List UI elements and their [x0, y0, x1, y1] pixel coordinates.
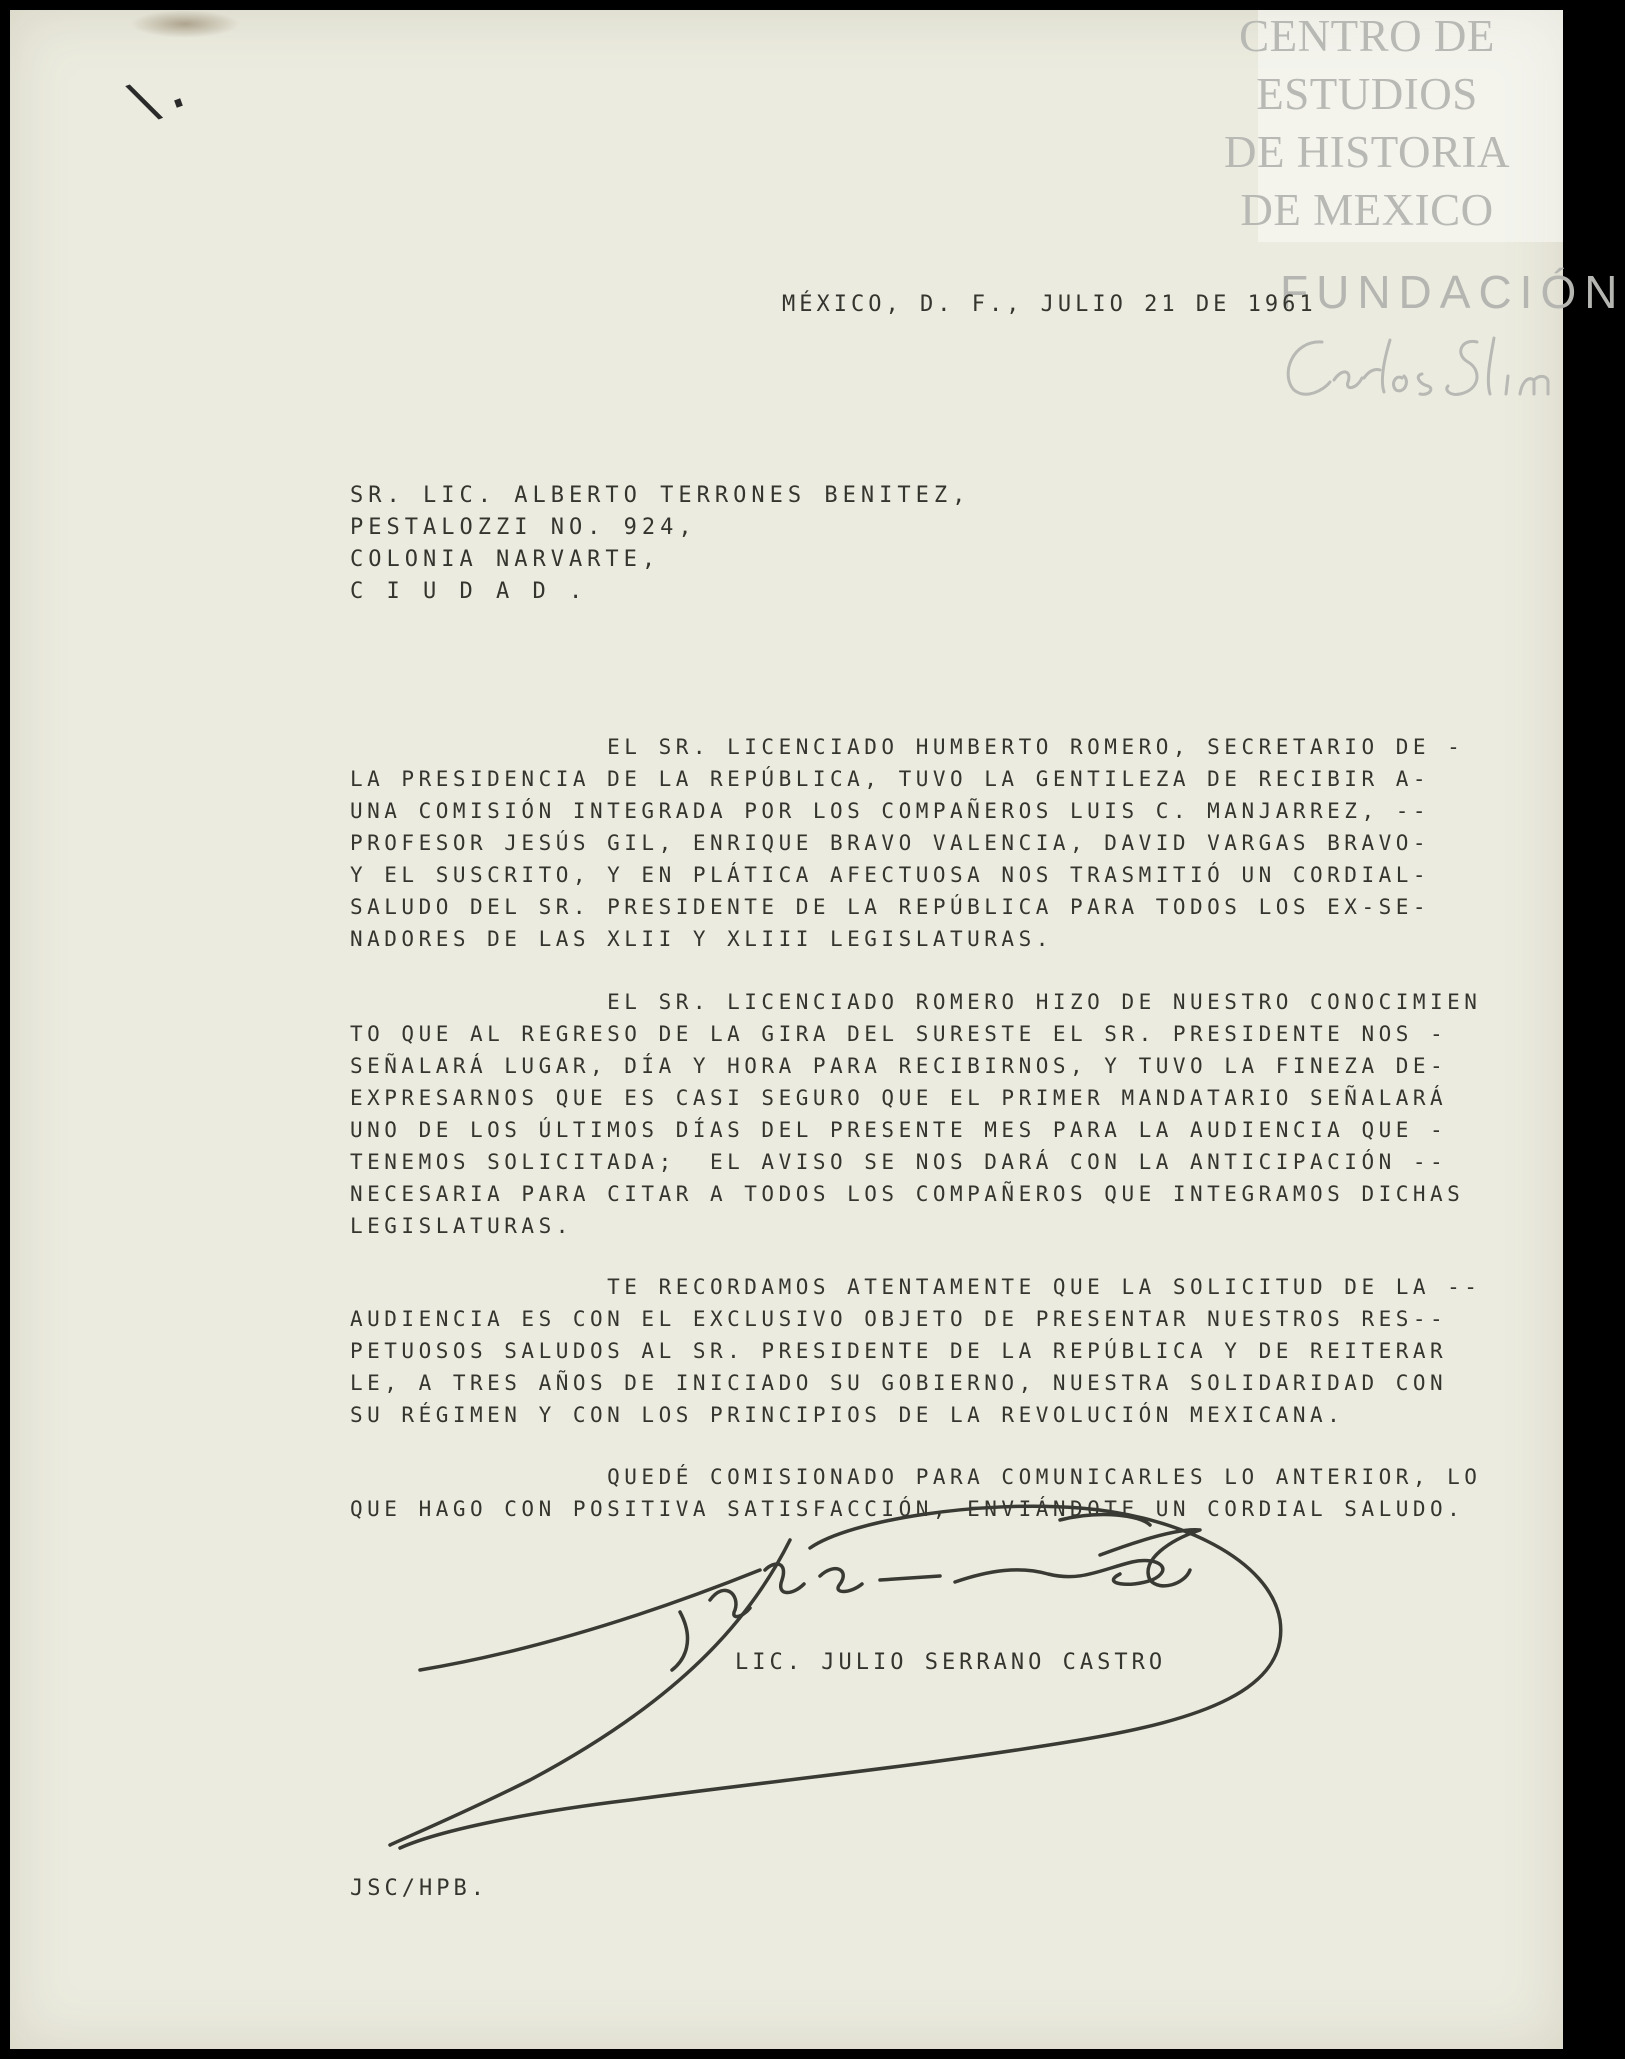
watermark-line-1: CENTRO DE: [1239, 11, 1495, 61]
watermark-signature-logo: [1272, 320, 1572, 410]
corner-handwritten-mark: \.: [119, 57, 199, 135]
body-line: SALUDO DEL SR. PRESIDENTE DE LA REPÚBLICA PARA TODOS LOS EX-SE-: [350, 895, 1431, 919]
body-line: AUDIENCIA ES CON EL EXCLUSIVO OBJETO DE PRESENTAR NUESTROS RES--: [350, 1307, 1448, 1331]
recipient-line-1: SR. LIC. ALBERTO TERRONES BENITEZ,: [350, 483, 971, 508]
body-line: QUEDÉ COMISIONADO PARA COMUNICARLES LO ANTERIOR, LO: [350, 1465, 1482, 1489]
recipient-line-4: C I U D A D .: [350, 579, 588, 604]
body-line: UNO DE LOS ÚLTIMOS DÍAS DEL PRESENTE MES PARA LA AUDIENCIA QUE -: [350, 1118, 1448, 1142]
body-line: QUE HAGO CON POSITIVA SATISFACCIÓN, ENVIÁNDOTE UN CORDIAL SALUDO.: [350, 1497, 1465, 1521]
body-line: PETUOSOS SALUDOS AL SR. PRESIDENTE DE LA REPÚBLICA Y DE REITERAR: [350, 1339, 1448, 1363]
body-line: NADORES DE LAS XLII Y XLIII LEGISLATURAS.: [350, 927, 1053, 951]
body-line: TENEMOS SOLICITADA; EL AVISO SE NOS DARÁ CON LA ANTICIPACIÓN --: [350, 1150, 1448, 1174]
body-line: LEGISLATURAS.: [350, 1214, 573, 1238]
watermark-foundation: FUNDACIÓN: [1280, 266, 1625, 318]
body-line: PROFESOR JESÚS GIL, ENRIQUE BRAVO VALENCIA, DAVID VARGAS BRAVO-: [350, 831, 1431, 855]
handwritten-signature: [380, 1500, 1480, 1860]
body-line: LE, A TRES AÑOS DE INICIADO SU GOBIERNO, NUESTRA SOLIDARIDAD CON: [350, 1371, 1448, 1395]
body-line: EL SR. LICENCIADO HUMBERTO ROMERO, SECRETARIO DE -: [350, 735, 1465, 759]
letter-date: MÉXICO, D. F., JULIO 21 DE 1961: [782, 292, 1317, 317]
body-line: EL SR. LICENCIADO ROMERO HIZO DE NUESTRO CONOCIMIEN: [350, 990, 1482, 1014]
body-line: TO QUE AL REGRESO DE LA GIRA DEL SURESTE EL SR. PRESIDENTE NOS -: [350, 1022, 1448, 1046]
recipient-line-2: PESTALOZZI NO. 924,: [350, 515, 697, 540]
watermark-line-2: ESTUDIOS: [1256, 69, 1478, 119]
paper-stain: [130, 10, 240, 38]
body-line: Y EL SUSCRITO, Y EN PLÁTICA AFECTUOSA NOS TRASMITIÓ UN CORDIAL-: [350, 863, 1431, 887]
body-line: TE RECORDAMOS ATENTAMENTE QUE LA SOLICITUD DE LA --: [350, 1275, 1482, 1299]
body-line: EXPRESARNOS QUE ES CASI SEGURO QUE EL PRIMER MANDATARIO SEÑALARÁ: [350, 1086, 1448, 1110]
archive-watermark: [1224, 10, 1563, 242]
signer-name: LIC. JULIO SERRANO CASTRO: [735, 1650, 1167, 1675]
recipient-line-3: COLONIA NARVARTE,: [350, 547, 661, 572]
body-line: SEÑALARÁ LUGAR, DÍA Y HORA PARA RECIBIRNOS, Y TUVO LA FINEZA DE-: [350, 1054, 1448, 1078]
body-line: UNA COMISIÓN INTEGRADA POR LOS COMPAÑEROS LUIS C. MANJARREZ, --: [350, 799, 1431, 823]
body-line: LA PRESIDENCIA DE LA REPÚBLICA, TUVO LA GENTILEZA DE RECIBIR A-: [350, 767, 1431, 791]
watermark-line-4: DE MEXICO: [1240, 185, 1494, 235]
reference-initials: JSC/HPB.: [350, 1876, 488, 1901]
watermark-line-3: DE HISTORIA: [1224, 127, 1510, 177]
body-line: SU RÉGIMEN Y CON LOS PRINCIPIOS DE LA REVOLUCIÓN MEXICANA.: [350, 1403, 1345, 1427]
letter-page: [10, 10, 1625, 2049]
body-line: NECESARIA PARA CITAR A TODOS LOS COMPAÑEROS QUE INTEGRAMOS DICHAS: [350, 1182, 1465, 1206]
